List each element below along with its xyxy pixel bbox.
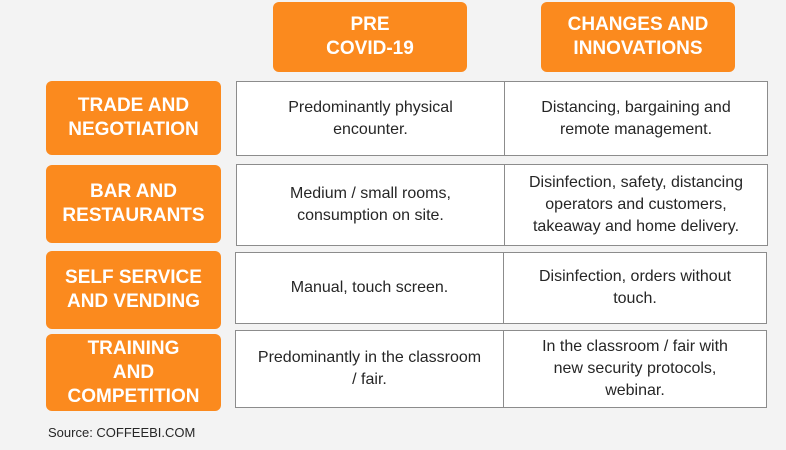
column-header-changes: CHANGES AND INNOVATIONS bbox=[541, 2, 735, 72]
cell-self-service-changes: Disinfection, orders without touch. bbox=[503, 252, 767, 324]
cell-bar-pre: Medium / small rooms, consumption on site. bbox=[236, 164, 505, 246]
row-header-bar: BAR AND RESTAURANTS bbox=[46, 165, 221, 243]
cell-training-changes: In the classroom / fair with new security protocols, webinar. bbox=[503, 330, 767, 408]
cell-trade-changes: Distancing, bargaining and remote management. bbox=[504, 81, 768, 156]
row-header-training: TRAINING AND COMPETITION bbox=[46, 334, 221, 411]
column-header-pre-covid: PRE COVID-19 bbox=[273, 2, 467, 72]
row-header-self-service: SELF SERVICE AND VENDING bbox=[46, 251, 221, 329]
row-header-trade: TRADE AND NEGOTIATION bbox=[46, 81, 221, 155]
cell-bar-changes: Disinfection, safety, distancing operators and customers, takeaway and home delivery. bbox=[504, 164, 768, 246]
source-note: Source: COFFEEBI.COM bbox=[48, 425, 196, 440]
cell-trade-pre: Predominantly physical encounter. bbox=[236, 81, 505, 156]
cell-self-service-pre: Manual, touch screen. bbox=[235, 252, 504, 324]
cell-training-pre: Predominantly in the classroom / fair. bbox=[235, 330, 504, 408]
